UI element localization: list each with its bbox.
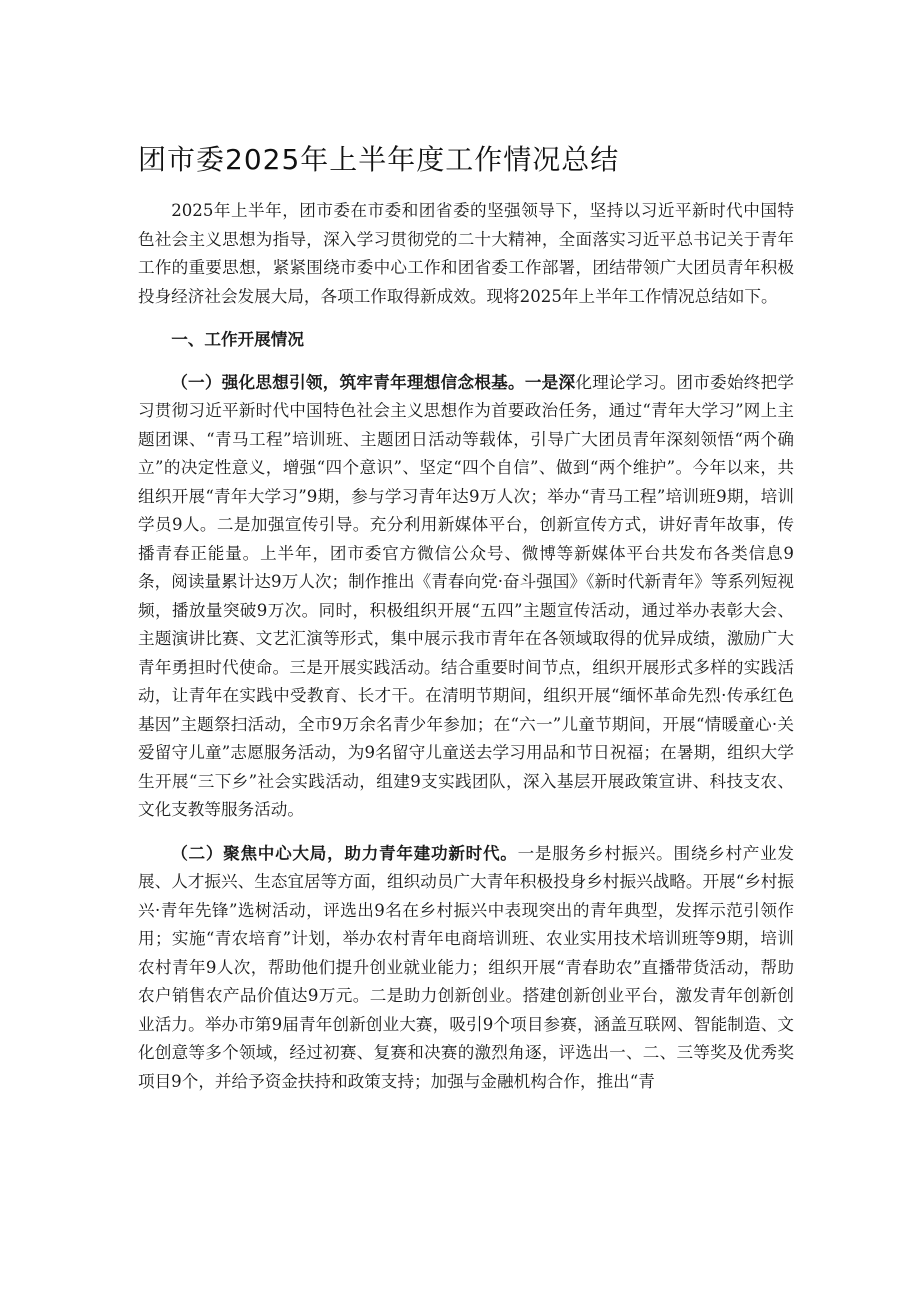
part2-lead: （二）聚焦中心大局，助力青年建功新时代。 (171, 842, 518, 863)
document-body (138, 197, 794, 1096)
part1-text: 化理论学习。团市委始终把学习贯彻习近平新时代中国特色社会主义思想作为首要政治任务，通过“青年大学习”网上主题团课、“青马工程”培训班、主题团日活动等载体，引导广大团员青年深刻领悟“两个确立”的决定性意义，增强“四个意识”、坚定“四个自信”、做到“两个维护”。今年以来，共组织开展“青年大学习”9期，参与学习青年达9万人次；举办“青马工程”培训班9期，培训学员9人。二是加强宣传引导。充分利用新媒体平台，创新宣传方式，讲好青年故事，传播青春正能量。上半年，团市委官方微信公众号、微博等新媒体平台共发布各类信息9条，阅读量累计达9万人次；制作推出《青春向党·奋斗强国》《新时代新青年》等系列短视频，播放量突破9万次。同时，积极组织开展“五四”主题宣传活动，通过举办表彰大会、主题演讲比赛、文艺汇演等形式，集中展示我市青年在各领域取得的优异成绩，激励广大青年勇担时代使命。三是开展实践活动。结合重要时间节点，组织开展形式多样的实践活动，让青年在实践中受教育、长才干。在清明节期间，组织开展“缅怀革命先烈·传承红色基因”主题祭扫活动，全市9万余名青少年参加；在“六一”儿童节期间，开展“情暖童心·关爱留守儿童”志愿服务活动，为9名留守儿童送去学习用品和节日祝福；在暑期，组织大学生开展“三下乡”社会实践活动，组建9支实践团队，深入基层开展政策宣讲、科技支农、文化支教等服务活动。 (138, 372, 795, 819)
document-title: 团市委2025年上半年度工作情况总结 (138, 143, 620, 176)
intro-paragraph: 2025年上半年，团市委在市委和团省委的坚强领导下，坚持以习近平新时代中国特色社会主义思想为指导，深入学习贯彻党的二十大精神，全面落实习近平总书记关于青年工作的重要思想，紧紧围绕市委中心工作和团省委工作部署，团结带领广大团员青年积极投身经济社会发展大局，各项工作取得新成效。现将2025年上半年工作情况总结如下。 (138, 201, 794, 306)
part1-paragraph (138, 368, 794, 825)
section-heading: 一、工作开展情况 (171, 329, 304, 349)
part2-text: 一是服务乡村振兴。围绕乡村产业发展、人才振兴、生态宜居等方面，组织动员广大青年积极投身乡村振兴战略。开展“乡村振兴·青年先锋”选树活动，评选出9名在乡村振兴中表现突出的青年典型，发挥示范引领作用；实施“青农培育”计划，举办农村青年电商培训班、农业实用技术培训班等9期，培训农村青年9人次，帮助他们提升创业就业能力；组织开展“青春助农”直播带货活动，帮助农户销售农产品价值达9万元。二是助力创新创业。搭建创新创业平台，激发青年创新创业活力。举办市第9届青年创新创业大赛，吸引9个项目参赛，涵盖互联网、智能制造、文化创意等多个领域，经过初赛、复赛和决赛的激烈角逐，评选出一、二、三等奖及优秀奖项目9个，并给予资金扶持和政策支持；加强与金融机构合作，推出“青 (138, 843, 795, 1091)
part2-paragraph (138, 839, 794, 1097)
part1-lead: （一）强化思想引领，筑牢青年理想信念根基。一是深 (171, 371, 576, 392)
